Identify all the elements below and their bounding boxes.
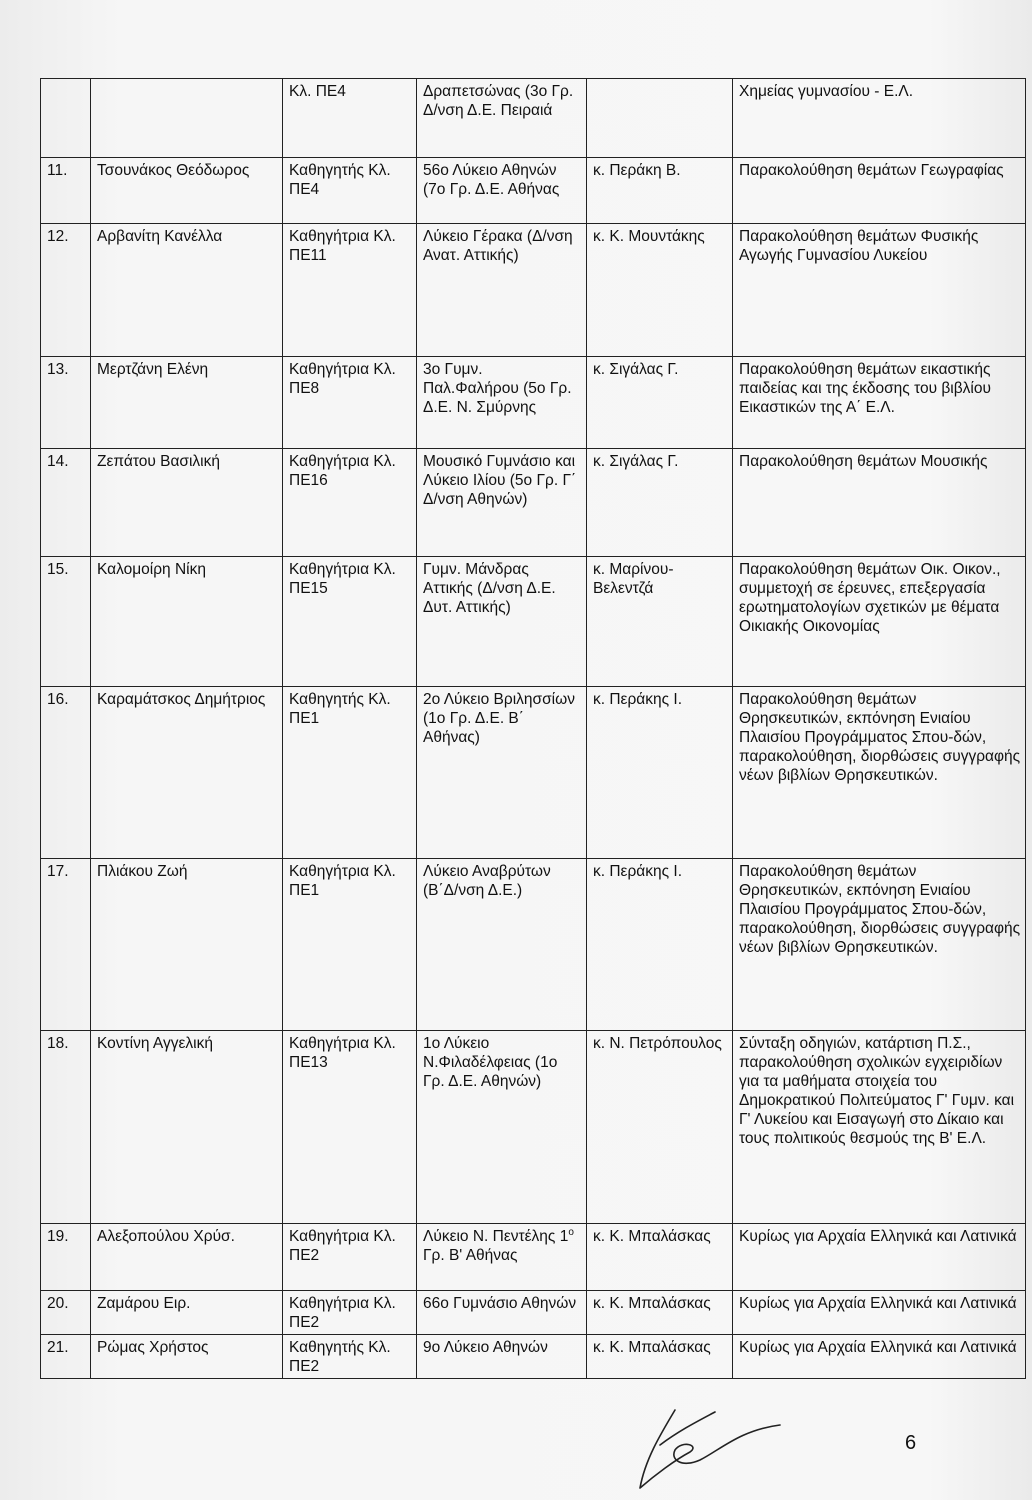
row-number: 18. [41,1031,91,1224]
table-row [41,687,1026,859]
task-description: Κυρίως για Αρχαία Ελληνικά και Λατινικά [733,1291,1026,1335]
supervisor [587,79,733,158]
school-unit: Λύκειο Αναβρύτων (Β΄Δ/νση Δ.Ε.) [417,859,587,1031]
school-unit: Λύκειο Ν. Πεντέλης $1^o$ Γρ. Β' Αθήνας [417,1224,587,1291]
row-number: 14. [41,449,91,557]
person-name: Μερτζάνη Ελένη [91,357,283,449]
supervisor: κ. Περάκης Ι. [587,859,733,1031]
supervisor: κ. Κ. Μουντάκης [587,224,733,357]
task-description: Κυρίως για Αρχαία Ελληνικά και Λατινικά [733,1335,1026,1379]
row-number: 11. [41,158,91,224]
row-number: 17. [41,859,91,1031]
rank-specialty: Καθηγήτρια Κλ. ΠΕ1 [283,859,417,1031]
school-unit: 66ο Γυμνάσιο Αθηνών [417,1291,587,1335]
handwritten-signature [620,1390,790,1495]
supervisor: κ. Κ. Μπαλάσκας [587,1335,733,1379]
supervisor: κ. Ν. Πετρόπουλος [587,1031,733,1224]
person-name: Τσουνάκος Θεόδωρος [91,158,283,224]
person-name: Πλιάκου Ζωή [91,859,283,1031]
school-unit: Λύκειο Γέρακα (Δ/νση Ανατ. Αττικής) [417,224,587,357]
row-number: 12. [41,224,91,357]
task-description: Σύνταξη οδηγιών, κατάρτιση Π.Σ., παρακολούθηση σχολικών εγχειριδίων για τα μαθήματα στοιχεία του Δημοκρατικού Πολιτεύματος Γ' Γυμν. και Γ' Λυκείου και Εισαγωγή στο Δίκαιο και τους πολιτικούς θεσμούς της Β' Ε.Λ. [733,1031,1026,1224]
school-unit: 9ο Λύκειο Αθηνών [417,1335,587,1379]
school-unit: 56ο Λύκειο Αθηνών (7ο Γρ. Δ.Ε. Αθήνας [417,158,587,224]
rank-specialty: Καθηγήτρια Κλ. ΠΕ11 [283,224,417,357]
rank-specialty: Καθηγήτρια Κλ. ΠΕ2 [283,1224,417,1291]
row-number: 20. [41,1291,91,1335]
task-description: Παρακολούθηση θεμάτων Θρησκευτικών, εκπόνηση Ενιαίου Πλαισίου Προγράμματος Σπου-δών, παρακολούθηση, διορθώσεις συγγραφής νέων βιβλίων Θρησκευτικών. [733,859,1026,1031]
row-number: 16. [41,687,91,859]
table-row [41,1335,1026,1379]
rank-specialty: Καθηγήτρια Κλ. ΠΕ2 [283,1291,417,1335]
supervisor: κ. Μαρίνου-Βελεντζά [587,557,733,687]
table-row [41,224,1026,357]
task-description: Παρακολούθηση θεμάτων Μουσικής [733,449,1026,557]
rank-specialty: Καθηγήτρια Κλ. ΠΕ8 [283,357,417,449]
rank-specialty: Καθηγητής Κλ. ΠΕ1 [283,687,417,859]
task-description: Παρακολούθηση θεμάτων εικαστικής παιδείας και της έκδοσης του βιβλίου Εικαστικών της Α΄ Ε.Λ. [733,357,1026,449]
rank-specialty: Κλ. ΠΕ4 [283,79,417,158]
supervisor: κ. Περάκης Ι. [587,687,733,859]
row-number: 15. [41,557,91,687]
school-unit: Μουσικό Γυμνάσιο και Λύκειο Ιλίου (5ο Γρ. Γ΄ Δ/νση Αθηνών) [417,449,587,557]
person-name: Αρβανίτη Κανέλλα [91,224,283,357]
staff-table [40,78,1026,1379]
school-unit: 2ο Λύκειο Βριλησσίων (1ο Γρ. Δ.Ε. Β΄ Αθήνας) [417,687,587,859]
table-row [41,79,1026,158]
table-row [41,859,1026,1031]
table-row [41,357,1026,449]
task-description: Παρακολούθηση θεμάτων Φυσικής Αγωγής Γυμνασίου Λυκείου [733,224,1026,357]
row-number: 21. [41,1335,91,1379]
task-description: Παρακολούθηση θεμάτων Οικ. Οικον., συμμετοχή σε έρευνες, επεξεργασία ερωτηματολογίων σχετικών με θέματα Οικιακής Οικονομίας [733,557,1026,687]
person-name: Αλεξοπούλου Χρύσ. [91,1224,283,1291]
school-unit: Γυμν. Μάνδρας Αττικής (Δ/νση Δ.Ε. Δυτ. Αττικής) [417,557,587,687]
task-description: Χημείας γυμνασίου - Ε.Λ. [733,79,1026,158]
table-row [41,1224,1026,1291]
supervisor: κ. Σιγάλας Γ. [587,449,733,557]
person-name: Καλομοίρη Νίκη [91,557,283,687]
rank-specialty: Καθηγήτρια Κλ. ΠΕ16 [283,449,417,557]
person-name [91,79,283,158]
task-description: Κυρίως για Αρχαία Ελληνικά και Λατινικά [733,1224,1026,1291]
person-name: Ζεπάτου Βασιλική [91,449,283,557]
supervisor: κ. Κ. Μπαλάσκας [587,1291,733,1335]
supervisor: κ. Σιγάλας Γ. [587,357,733,449]
school-unit: 1ο Λύκειο Ν.Φιλαδέλφειας (1ο Γρ. Δ.Ε. Αθηνών) [417,1031,587,1224]
school-unit: Δραπετσώνας (3ο Γρ. Δ/νση Δ.Ε. Πειραιά [417,79,587,158]
table-row [41,158,1026,224]
row-number: 19. [41,1224,91,1291]
table-row [41,449,1026,557]
rank-specialty: Καθηγητής Κλ. ΠΕ2 [283,1335,417,1379]
row-number: 13. [41,357,91,449]
person-name: Ρώμας Χρήστος [91,1335,283,1379]
table-row [41,1291,1026,1335]
page-number: 6 [905,1432,917,1454]
row-number [41,79,91,158]
rank-specialty: Καθηγήτρια Κλ. ΠΕ13 [283,1031,417,1224]
rank-specialty: Καθηγήτρια Κλ. ΠΕ15 [283,557,417,687]
person-name: Ζαμάρου Ειρ. [91,1291,283,1335]
table-row [41,557,1026,687]
supervisor: κ. Κ. Μπαλάσκας [587,1224,733,1291]
supervisor: κ. Περάκη Β. [587,158,733,224]
task-description: Παρακολούθηση θεμάτων Γεωγραφίας [733,158,1026,224]
person-name: Καραμάτσκος Δημήτριος [91,687,283,859]
rank-specialty: Καθηγητής Κλ. ΠΕ4 [283,158,417,224]
person-name: Κοντίνη Αγγελική [91,1031,283,1224]
task-description: Παρακολούθηση θεμάτων Θρησκευτικών, εκπόνηση Ενιαίου Πλαισίου Προγράμματος Σπου-δών, παρακολούθηση, διορθώσεις συγγραφής νέων βιβλίων Θρησκευτικών. [733,687,1026,859]
school-unit: 3ο Γυμν. Παλ.Φαλήρου (5ο Γρ. Δ.Ε. Ν. Σμύρνης [417,357,587,449]
table-row [41,1031,1026,1224]
